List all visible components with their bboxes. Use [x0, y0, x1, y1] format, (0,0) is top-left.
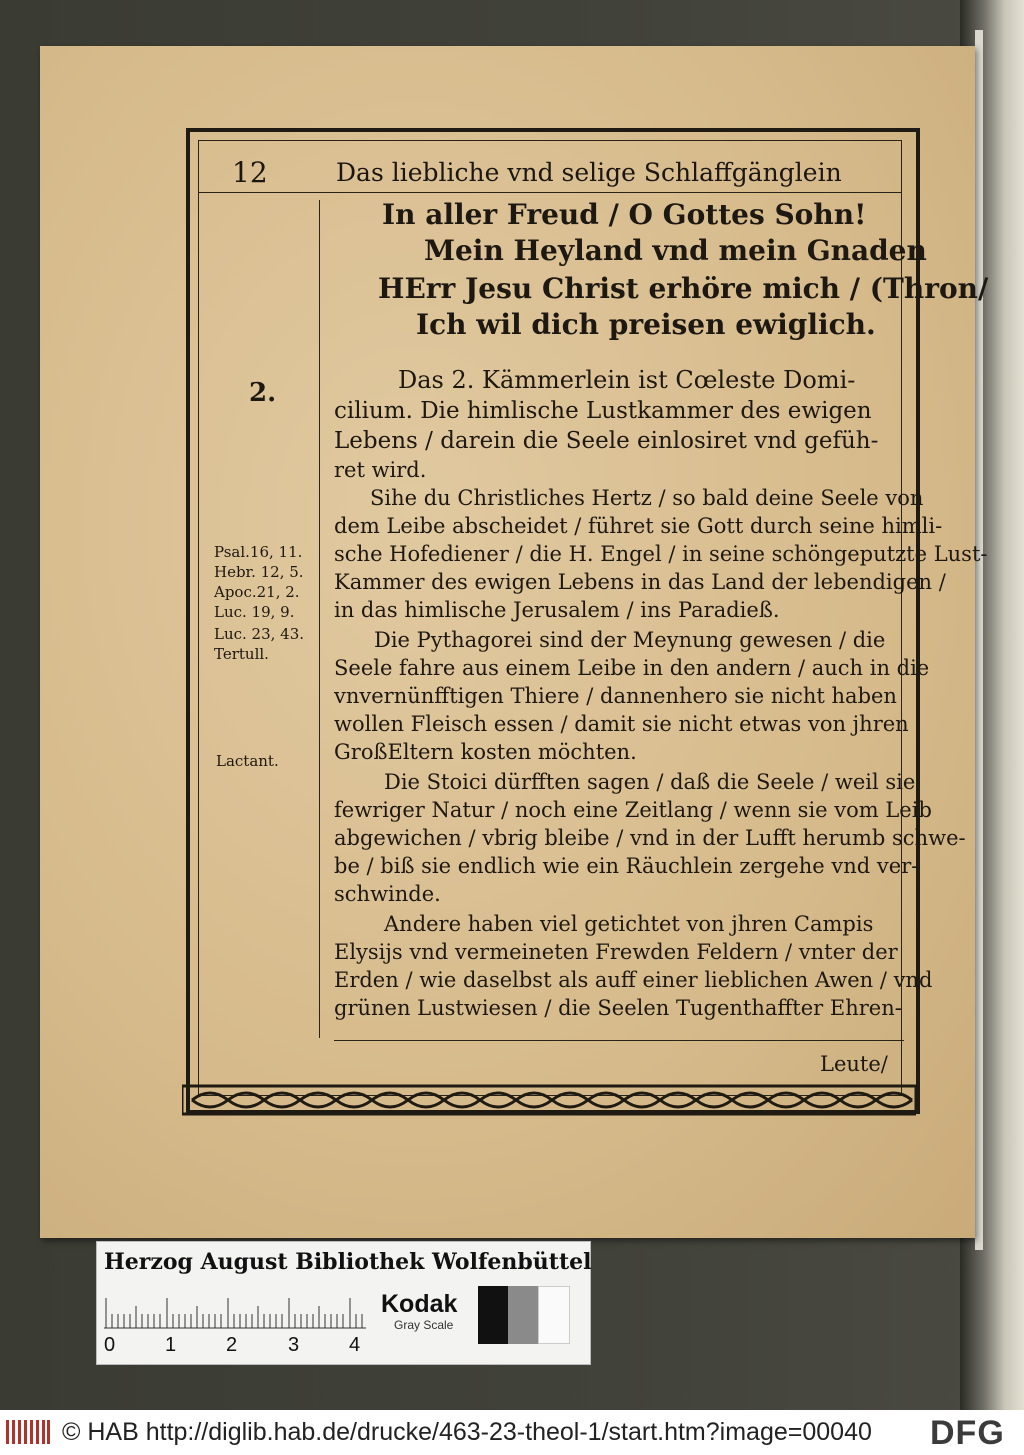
body-line: schwinde.	[334, 882, 441, 906]
margin-rule	[319, 200, 320, 1038]
hab-logo-icon	[6, 1418, 50, 1446]
body-line: Die Stoici dürfften sagen / daß die Seele / weil sie	[384, 770, 916, 794]
body-line: Das 2. Kämmerlein ist Cœleste Domi-	[398, 366, 856, 394]
body-line: Kammer des ewigen Lebens in das Land der lebendigen /	[334, 570, 946, 594]
margin-note: Luc. 23, 43.	[214, 625, 305, 643]
margin-note: Tertull.	[214, 645, 269, 663]
poem-line: In aller Freud / O Gottes Sohn!	[382, 198, 867, 231]
header-rule	[198, 192, 902, 193]
gray-scale-label: Gray Scale	[394, 1318, 454, 1332]
ruler-number: 1	[165, 1334, 177, 1356]
running-title: Das liebliche vnd selige Schlaffgänglein	[336, 158, 842, 187]
body-line: Sihe du Christliches Hertz / so bald deine Seele von	[370, 486, 924, 510]
gray-swatch-white	[538, 1286, 570, 1344]
body-line: GroßEltern kosten möchten.	[334, 740, 637, 764]
body-line: wollen Fleisch essen / damit sie nicht etwas von jhren	[334, 712, 909, 736]
page-number: 12	[232, 156, 268, 189]
institution-name: Herzog August Bibliothek Wolfenbüttel	[104, 1249, 592, 1275]
body-line: dem Leibe abscheidet / führet sie Gott durch seine himli-	[334, 514, 943, 538]
gray-swatch-mid	[508, 1286, 538, 1344]
body-line: Elysijs vnd vermeineten Frewden Feldern / vnter der	[334, 940, 898, 964]
footer-source-link[interactable]: © HAB http://diglib.hab.de/drucke/463-23-theol-1/start.htm?image=00040	[62, 1418, 872, 1446]
footer-rule	[334, 1040, 904, 1041]
body-line: Die Pythagorei sind der Meynung gewesen / die	[374, 628, 886, 652]
body-line: fewriger Natur / noch eine Zeitlang / wenn sie vom Leib	[334, 798, 932, 822]
body-line: sche Hofediener / die H. Engel / in seine schöngeputzte Lust-	[334, 542, 988, 566]
body-line: cilium. Die himlische Lustkammer des ewigen	[334, 398, 872, 424]
catchword: Leute/	[820, 1052, 888, 1076]
section-number: 2.	[249, 378, 277, 408]
ruler-number: 2	[226, 1334, 238, 1356]
body-line: be / biß sie endlich wie ein Räuchlein zergehe vnd ver-	[334, 854, 919, 878]
body-line: abgewichen / vbrig bleibe / vnd in der Lufft herumb schwe-	[334, 826, 966, 850]
dfg-logo: DFG	[930, 1414, 1005, 1452]
margin-note: Psal.16, 11.	[214, 543, 303, 561]
adjacent-leaf-edge	[975, 30, 983, 1250]
body-line: Seele fahre aus einem Leibe in den andern / auch in die	[334, 656, 930, 680]
body-line: vnvernünfftigen Thiere / dannenhero sie nicht haben	[334, 684, 897, 708]
ornament-border	[182, 1082, 916, 1118]
margin-note: Lactant.	[216, 752, 279, 770]
poem-line: Mein Heyland vnd mein Gnaden	[424, 234, 927, 267]
ruler-number: 3	[288, 1334, 300, 1356]
margin-note: Luc. 19, 9.	[214, 603, 295, 621]
margin-note: Apoc.21, 2.	[214, 583, 300, 601]
ruler-number: 4	[349, 1334, 361, 1356]
gray-swatch-black	[478, 1286, 508, 1344]
kodak-logo-text: Kodak	[381, 1290, 458, 1318]
ruler-scale	[104, 1292, 366, 1332]
ruler-number: 0	[104, 1334, 116, 1356]
body-line: Erden / wie daselbst als auff einer lieblichen Awen / vnd	[334, 968, 933, 992]
body-line: Lebens / darein die Seele einlosiret vnd gefüh-	[334, 428, 879, 454]
poem-line: Ich wil dich preisen ewiglich.	[416, 308, 876, 341]
body-line: ret wird.	[334, 458, 427, 482]
body-line: Andere haben viel getichtet von jhren Campis	[384, 912, 874, 936]
body-line: in das himlische Jerusalem / ins Paradieß.	[334, 598, 780, 622]
body-line: grünen Lustwiesen / die Seelen Tugenthaffter Ehren-	[334, 996, 902, 1020]
margin-note: Hebr. 12, 5.	[214, 563, 304, 581]
poem-line: HErr Jesu Christ erhöre mich / (Thron/	[378, 272, 989, 305]
